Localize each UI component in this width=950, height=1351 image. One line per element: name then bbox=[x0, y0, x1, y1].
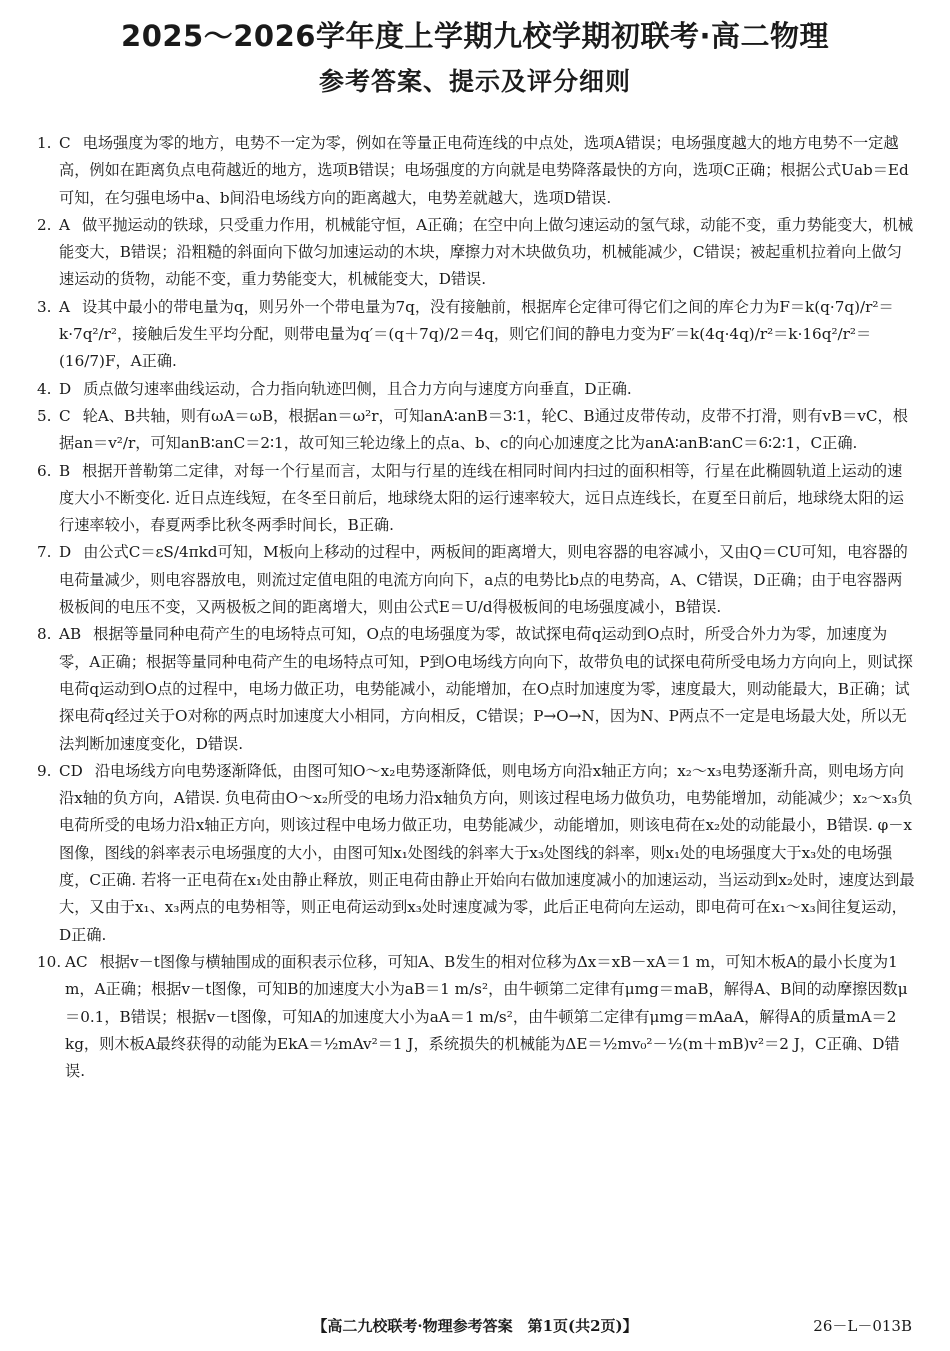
question-number: 2. bbox=[37, 215, 52, 234]
answer-choice: AC bbox=[65, 952, 88, 971]
page-subtitle: 参考答案、提示及评分细则 bbox=[318, 67, 631, 96]
answer-choice: C bbox=[59, 134, 71, 152]
page-title: 2025～2026学年度上学期九校学期初联考·高二物理 bbox=[121, 19, 829, 53]
answer-item-6 bbox=[37, 458, 917, 540]
question-number: 6. bbox=[37, 461, 52, 480]
answer-choice: D bbox=[59, 379, 72, 398]
answer-explanation: 根据v－t图像与横轴围成的面积表示位移，可知A、B发生的相对位移为Δx＝xB－xA＝1 m，可知木板A的最小长度为1 m，A正确；根据v－t图像，可知B的加速度大小为aB＝1 m/s²，由牛顿第二定律有μmg＝maB，解得A、B间的动摩擦因数μ＝0.1，B错误；根据v－t图像，可知A的加速度大小为aA＝1 m/s²，由牛顿第二定律有μmg＝mAaA，解得A的质量mA＝2 kg，则木板A最终获得的动能为EkA＝½mAv²＝1 J，系统损失的机械能为ΔE＝½mv₀²－½(m＋mB)v²＝2 J，C正确、D错误. bbox=[65, 952, 908, 1081]
answer-explanation: 做平抛运动的铁球，只受重力作用，机械能守恒，A正确；在空中向上做匀速运动的氢气球，动能不变，重力势能变大，机械能变大，B错误；沿粗糙的斜面向下做匀加速运动的木块，摩擦力对木块做负功，机械能减少，C错误；被起重机拉着向上做匀速运动的货物，动能不变，重力势能变大，机械能变大，D错误. bbox=[59, 215, 914, 289]
answer-explanation: 电场强度为零的地方，电势不一定为零，例如在等量正电荷连线的中点处，选项A错误；电场强度越大的地方电势不一定越高，例如在距离负点电荷越近的地方，选项B错误；电场强度的方向就是电势降落最快的方向，选项C正确；根据公式Uab＝Ed可知，在匀强电场中a、b间沿电场线方向的距离越大，电势差就越大，选项D错误. bbox=[59, 134, 909, 207]
answer-item-5 bbox=[37, 403, 917, 458]
question-number: 4. bbox=[37, 379, 52, 398]
answer-explanation: 由公式C＝εS/4πkd可知，M板向上移动的过程中，两板间的距离增大，则电容器的电容减小，又由Q＝CU可知，电容器的电荷量减少，则电容器放电，则流过定值电阻的电流方向向下，a点的电势比b点的电势高，A、C错误，D正确；由于电容器两极板间的电压不变，又两极板之间的距离增大，则由公式E＝U/d得极板间的电场强度减小，B错误. bbox=[59, 543, 908, 617]
answer-choice: D bbox=[59, 543, 72, 562]
question-number: 3. bbox=[37, 297, 52, 316]
answer-explanation: 轮A、B共轴，则有ωA＝ωB，根据an＝ω²r，可知anA∶anB＝3∶1，轮C、B通过皮带传动，皮带不打滑，则有vB＝vC，根据an＝v²/r，可知anB∶anC＝2∶1，故可知三轮边缘上的点a、b、c的向心加速度之比为anA∶anB∶anC＝6∶2∶1，C正确. bbox=[59, 406, 908, 453]
answer-item-1 bbox=[37, 130, 917, 212]
question-number: 7. bbox=[37, 543, 52, 562]
page-footer bbox=[0, 1315, 950, 1339]
answer-explanation: 根据开普勒第二定律，对每一个行星而言，太阳与行星的连线在相同时间内扫过的面积相等，行星在此椭圆轨道上运动的速度大小不断变化. 近日点连线短，在冬至日前后，地球绕太阳的运行速率较大，远日点连线长，在夏至日前后，地球绕太阳的运行速率较小，春夏两季比秋冬两季时间长，B正确. bbox=[59, 461, 904, 535]
answer-choice: A bbox=[59, 297, 70, 316]
question-number: 10. bbox=[37, 952, 62, 971]
answer-explanation: 根据等量同种电荷产生的电场特点可知，O点的电场强度为零，故试探电荷q运动到O点时，所受合外力为零，加速度为零，A正确；根据等量同种电荷产生的电场特点可知，P到O电场线方向向下，故带负电的试探电荷所受电场力方向向上，则试探电荷q运动到O点的过程中，电场力做正功，电势能减小，动能增加，在O点时加速度为零，速度最大，则动能最大，B正确；试探电荷q经过关于O对称的两点时加速度大小相同，方向相反，C错误；P→O→N，因为N、P两点不一定是电场最大处，所以无法判断加速度变化，D错误. bbox=[59, 625, 913, 753]
answer-item-8 bbox=[37, 621, 917, 757]
answer-choice: AB bbox=[59, 625, 82, 644]
answer-choice: B bbox=[59, 461, 71, 480]
answer-list bbox=[37, 130, 917, 1085]
answer-choice: A bbox=[59, 215, 70, 234]
answer-choice: C bbox=[59, 406, 71, 425]
question-number: 9. bbox=[37, 761, 52, 780]
answer-explanation: 设其中最小的带电量为q，则另外一个带电量为7q，没有接触前，根据库仑定律可得它们之间的库仑力为F＝k(q·7q)/r²＝k·7q²/r²，接触后发生平均分配，则带电量为q′＝(q＋7q)/2＝4q，则它们间的静电力变为F′＝k(4q·4q)/r²＝k·16q²/r²＝(16/7)F，A正确. bbox=[59, 297, 894, 371]
answer-explanation: 质点做匀速率曲线运动，合力指向轨迹凹侧，且合力方向与速度方向垂直，D正确. bbox=[83, 379, 632, 398]
answer-item-4 bbox=[37, 376, 917, 403]
answer-item-3 bbox=[37, 294, 917, 376]
answer-explanation: 沿电场线方向电势逐渐降低，由图可知O～x₂电势逐渐降低，则电场方向沿x轴正方向；x₂～x₃电势逐渐升高，则电场方向沿x轴的负方向，A错误. 负电荷由O～x₂所受的电场力沿x轴负方向，则该过程电场力做负功，电势能增加，动能减少；x₂～x₃负电荷所受的电场力沿x轴正方向，则该过程中电场力做正功，电势能减少，动能增加，则该电荷在x₂处的动能最小，B错误. φ－x图像，图线的斜率表示电场强度的大小，由图可知x₁处图线的斜率大于x₃处图线的斜率，则x₁处的电场强度大于x₃处的电场强度，C正确. 若将一正电荷在x₁处由静止释放，则正电荷由静止开始向右做加速度减小的加速运动，当运动到x₂处时，速度达到最大，又由于x₁、x₃两点的电势相等，则正电荷运动到x₃处时速度减为零，此后正电荷向左运动，即电荷可在x₁～x₃间往复运动，D正确. bbox=[59, 761, 915, 944]
answer-item-9 bbox=[37, 758, 917, 949]
footer-title: 【高二九校联考·物理参考答案 第1页(共2页)】 bbox=[312, 1317, 638, 1335]
answer-item-2 bbox=[37, 212, 917, 294]
answer-item-7 bbox=[37, 539, 917, 621]
question-number: 5. bbox=[37, 406, 52, 425]
question-number: 8. bbox=[37, 625, 52, 644]
question-number: 1. bbox=[37, 134, 52, 152]
answer-item-10 bbox=[37, 949, 917, 1085]
footer-code: 26－L－013B bbox=[813, 1317, 912, 1335]
answer-choice: CD bbox=[59, 761, 83, 780]
